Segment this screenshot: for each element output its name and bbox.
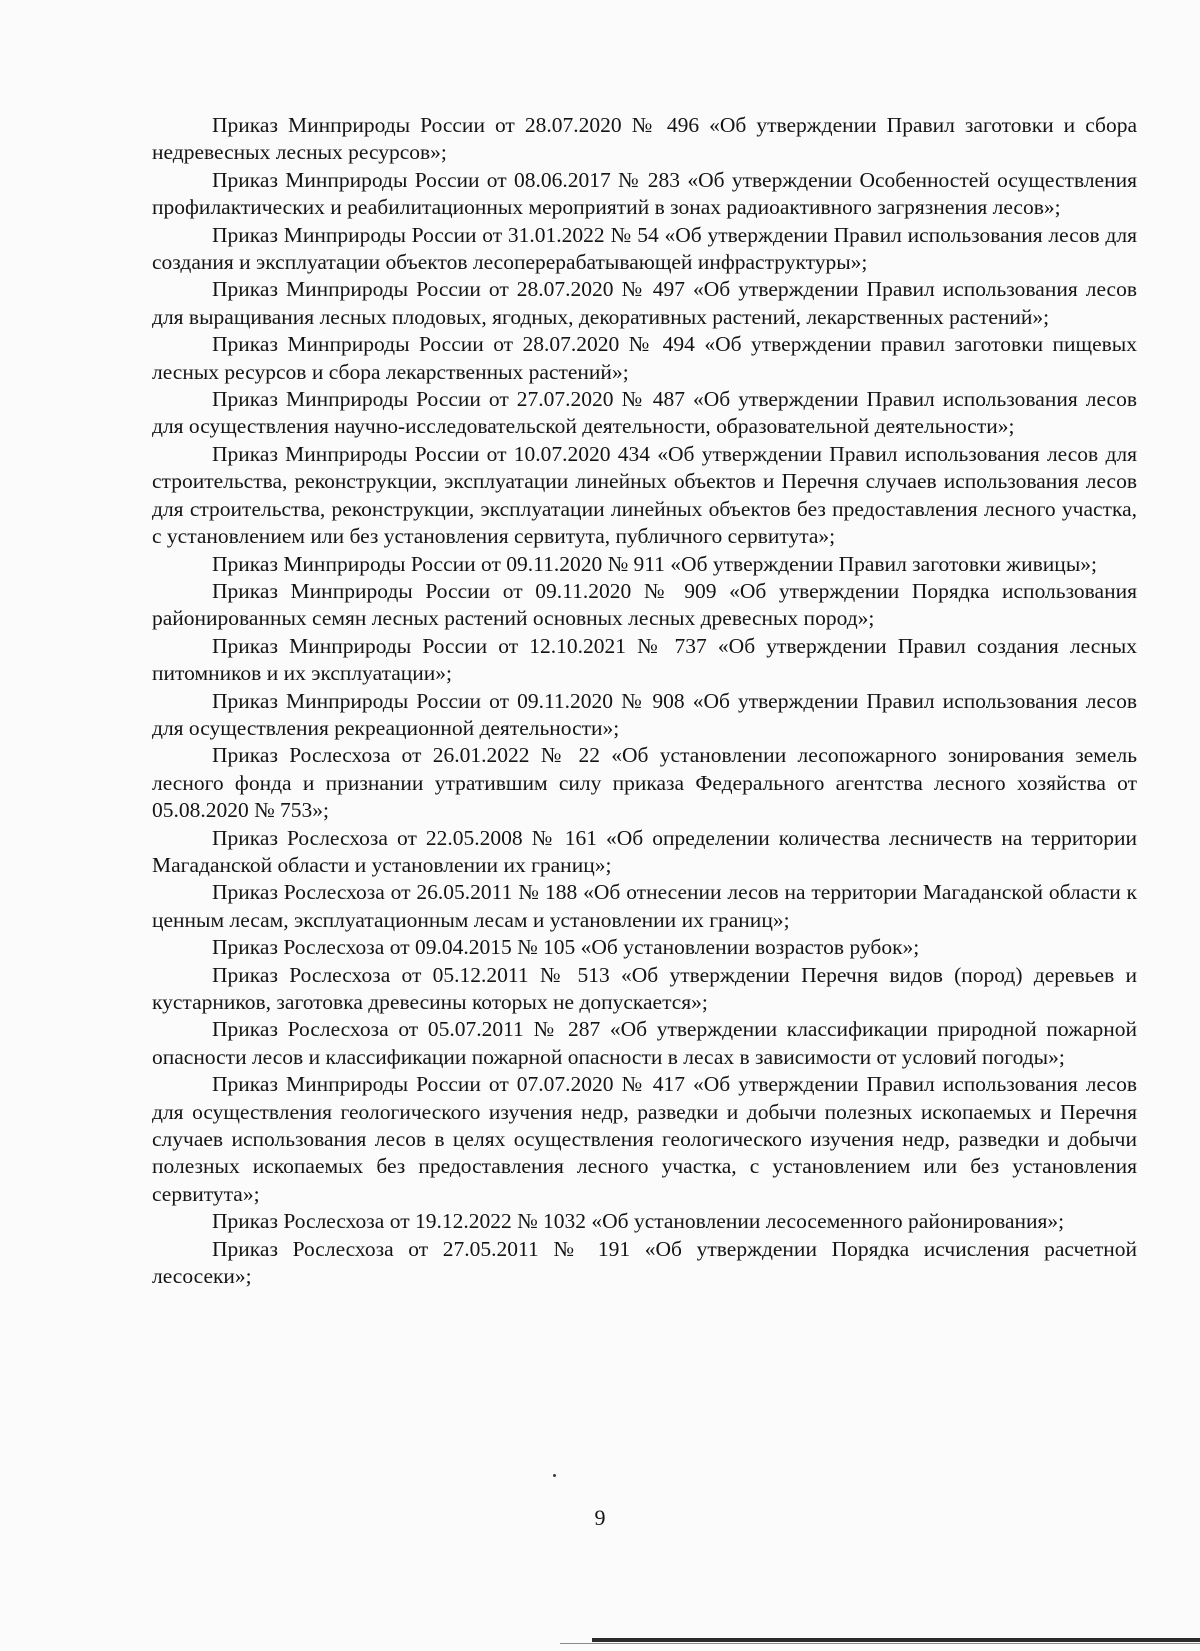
paragraph: Приказ Минприроды России от 10.07.2020 434 «Об утверждении Правил использования лесов для строительства, реконструкции, эксплуатации линейных объектов и Перечня случаев использования лесов для строительства, реконструкции, эксплуатации линейных объектов без предоставления лесного участка, с установлением или без установления сервитута, публичного сервитута»; bbox=[152, 441, 1137, 549]
scan-edge-line bbox=[592, 1638, 1200, 1642]
paragraph: Приказ Рослесхоза от 19.12.2022 № 1032 «Об установлении лесосеменного районирования»; bbox=[212, 1209, 1065, 1234]
paragraph: Приказ Минприроды России от 07.07.2020 № 417 «Об утверждении Правил использования лесов для осуществления геологического изучения недр, разведки и добычи полезных ископаемых и Перечня случаев использования лесов в целях осуществления геологического изучения недр, разведки и добычи полезных ископаемых без предоставления лесного участка, с установлением или без установления сервитута»; bbox=[152, 1072, 1137, 1206]
paragraph: Приказ Минприроды России от 28.07.2020 № 494 «Об утверждении правил заготовки пищевых лесных ресурсов и сбора лекарственных растений»; bbox=[152, 332, 1137, 384]
paragraph: Приказ Минприроды России от 12.10.2021 № 737 «Об утверждении Правил создания лесных питомников и их эксплуатации»; bbox=[152, 633, 1137, 686]
paragraph: Приказ Минприроды России от 28.07.2020 № 496 «Об утверждении Правил заготовки и сбора недревесных лесных ресурсов»; bbox=[152, 113, 1137, 165]
paragraph: Приказ Минприроды России от 09.11.2020 № 911 «Об утверждении Правил заготовки живицы»; bbox=[212, 551, 1097, 576]
document-body bbox=[152, 112, 1137, 1290]
paragraph: Приказ Минприроды России от 09.11.2020 № 909 «Об утверждении Порядка использования районированных семян лесных растений основных лесных древесных пород»; bbox=[152, 578, 1137, 631]
paragraph: Приказ Минприроды России от 09.11.2020 № 908 «Об утверждении Правил использования лесов для осуществления рекреационной деятельности»; bbox=[152, 688, 1137, 740]
scan-speck bbox=[553, 1474, 556, 1477]
paragraph: Приказ Рослесхоза от 26.01.2022 № 22 «Об установлении лесопожарного зонирования земель лесного фонда и признании утратившим силу приказа Федерального агентства лесного хозяйства от 05.08.2020 № 753»; bbox=[152, 743, 1137, 823]
paragraph: Приказ Рослесхоза от 22.05.2008 № 161 «Об определении количества лесничеств на территории Магаданской области и установлении их границ»; bbox=[152, 825, 1137, 877]
paragraph: Приказ Минприроды России от 31.01.2022 № 54 «Об утверждении Правил использования лесов для создания и эксплуатации объектов лесоперерабатывающей инфраструктуры»; bbox=[152, 222, 1137, 275]
scan-edge-line-thin bbox=[560, 1643, 1200, 1644]
paragraph: Приказ Рослесхоза от 05.12.2011 № 513 «Об утверждении Перечня видов (пород) деревьев и кустарников, заготовка древесины которых не допускается»; bbox=[152, 962, 1137, 1014]
paragraph: Приказ Минприроды России от 27.07.2020 № 487 «Об утверждении Правил использования лесов для осуществления научно-исследовательской деятельности, образовательной деятельности»; bbox=[152, 387, 1137, 439]
paragraph: Приказ Рослесхоза от 27.05.2011 № 191 «Об утверждении Порядка исчисления расчетной лесосеки»; bbox=[152, 1236, 1137, 1289]
paragraph: Приказ Минприроды России от 08.06.2017 № 283 «Об утверждении Особенностей осуществления профилактических и реабилитационных мероприятий в зонах радиоактивного загрязнения лесов»; bbox=[152, 167, 1137, 220]
paragraph: Приказ Рослесхоза от 05.07.2011 № 287 «Об утверждении классификации природной пожарной опасности лесов и классификации пожарной опасности в лесах в зависимости от условий погоды»; bbox=[152, 1017, 1137, 1069]
paragraph: Приказ Минприроды России от 28.07.2020 № 497 «Об утверждении Правил использования лесов для выращивания лесных плодовых, ягодных, декоративных растений, лекарственных растений»; bbox=[152, 277, 1137, 329]
paragraph: Приказ Рослесхоза от 26.05.2011 № 188 «Об отнесении лесов на территории Магаданской области к ценным лесам, эксплуатационным лесам и установлении их границ»; bbox=[152, 880, 1137, 932]
paragraph: Приказ Рослесхоза от 09.04.2015 № 105 «Об установлении возрастов рубок»; bbox=[212, 935, 920, 960]
page-number: 9 bbox=[594, 1505, 606, 1530]
